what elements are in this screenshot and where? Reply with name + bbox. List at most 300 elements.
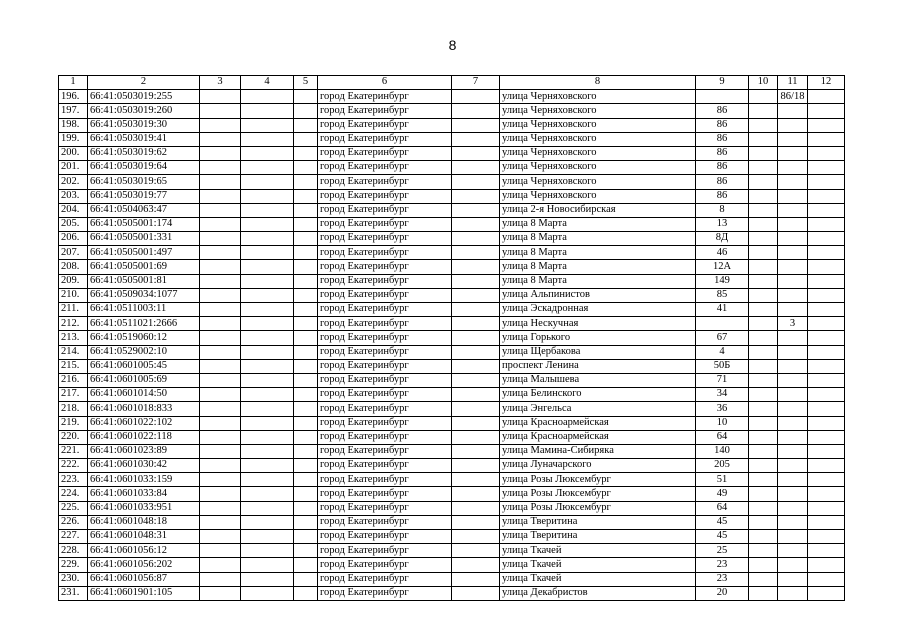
column-header: 9 [696,76,749,90]
empty-cell [241,501,294,515]
empty-cell [200,487,241,501]
empty-cell [808,189,845,203]
empty-cell [808,388,845,402]
column-header: 1 [59,76,88,90]
house-number-cell: 34 [696,388,749,402]
house-number-cell: 25 [696,544,749,558]
column-10-cell [749,203,778,217]
empty-cell [452,146,500,160]
empty-cell [808,402,845,416]
column-10-cell [749,430,778,444]
column-11-cell [778,388,808,402]
cadastral-number-cell: 66:41:0601022:118 [88,430,200,444]
city-cell: город Екатеринбург [318,586,452,600]
table-body [59,90,845,601]
empty-cell [200,288,241,302]
empty-cell [200,444,241,458]
page-number: 8 [448,37,457,53]
column-10-cell [749,359,778,373]
city-cell: город Екатеринбург [318,416,452,430]
empty-cell [294,586,318,600]
column-10-cell [749,586,778,600]
table-row [59,572,845,586]
column-10-cell [749,217,778,231]
table-row [59,515,845,529]
cadastral-number-cell: 66:41:0601018:833 [88,402,200,416]
empty-cell [200,317,241,331]
house-number-cell: 140 [696,444,749,458]
empty-cell [200,402,241,416]
empty-cell [452,430,500,444]
empty-cell [808,161,845,175]
table-row [59,402,845,416]
empty-cell [200,274,241,288]
house-number-cell: 41 [696,303,749,317]
empty-cell [241,217,294,231]
empty-cell [294,132,318,146]
house-number-cell: 86 [696,189,749,203]
street-cell: улица Красноармейская [500,416,696,430]
column-11-cell [778,586,808,600]
cadastral-number-cell: 66:41:0601005:69 [88,373,200,387]
empty-cell [241,331,294,345]
house-number-cell: 71 [696,373,749,387]
empty-cell [452,345,500,359]
street-cell: улица Ткачей [500,572,696,586]
cadastral-number-cell: 66:41:0503019:30 [88,118,200,132]
column-11-cell [778,203,808,217]
house-number-cell: 86 [696,132,749,146]
row-number-cell: 201. [59,161,88,175]
cadastral-number-cell: 66:41:0601056:202 [88,558,200,572]
house-number-cell [696,317,749,331]
cadastral-number-cell: 66:41:0601033:951 [88,501,200,515]
empty-cell [294,359,318,373]
empty-cell [241,388,294,402]
table-row [59,416,845,430]
empty-cell [200,203,241,217]
empty-cell [808,444,845,458]
column-11-cell [778,373,808,387]
house-number-cell: 23 [696,572,749,586]
cadastral-number-cell: 66:41:0503019:64 [88,161,200,175]
table-row [59,544,845,558]
empty-cell [452,303,500,317]
street-cell: улица 8 Марта [500,217,696,231]
cadastral-number-cell: 66:41:0601048:18 [88,515,200,529]
empty-cell [808,274,845,288]
column-11-cell [778,189,808,203]
house-number-cell: 86 [696,104,749,118]
column-11-cell [778,274,808,288]
city-cell: город Екатеринбург [318,203,452,217]
column-11-cell [778,246,808,260]
column-11-cell [778,501,808,515]
table-row [59,530,845,544]
empty-cell [241,146,294,160]
city-cell: город Екатеринбург [318,487,452,501]
empty-cell [294,572,318,586]
row-number-cell: 219. [59,416,88,430]
empty-cell [294,203,318,217]
street-cell: улица Мамина-Сибиряка [500,444,696,458]
street-cell: улица Белинского [500,388,696,402]
street-cell: улица Черняховского [500,104,696,118]
empty-cell [200,90,241,104]
empty-cell [808,544,845,558]
empty-cell [241,175,294,189]
table-row [59,274,845,288]
empty-cell [200,146,241,160]
city-cell: город Екатеринбург [318,132,452,146]
empty-cell [452,317,500,331]
empty-cell [452,217,500,231]
street-cell: улица 2-я Новосибирская [500,203,696,217]
column-10-cell [749,146,778,160]
empty-cell [452,572,500,586]
city-cell: город Екатеринбург [318,515,452,529]
street-cell: улица Тверитина [500,515,696,529]
empty-cell [294,317,318,331]
empty-cell [808,175,845,189]
city-cell: город Екатеринбург [318,544,452,558]
street-cell: проспект Ленина [500,359,696,373]
row-number-cell: 217. [59,388,88,402]
empty-cell [808,132,845,146]
street-cell: улица 8 Марта [500,260,696,274]
row-number-cell: 206. [59,232,88,246]
empty-cell [808,430,845,444]
empty-cell [294,260,318,274]
column-10-cell [749,373,778,387]
street-cell: улица 8 Марта [500,274,696,288]
row-number-cell: 228. [59,544,88,558]
empty-cell [241,260,294,274]
city-cell: город Екатеринбург [318,232,452,246]
row-number-cell: 200. [59,146,88,160]
empty-cell [808,572,845,586]
column-11-cell [778,473,808,487]
column-header: 5 [294,76,318,90]
empty-cell [200,515,241,529]
row-number-cell: 196. [59,90,88,104]
empty-cell [808,515,845,529]
empty-cell [241,444,294,458]
empty-cell [294,146,318,160]
city-cell: город Екатеринбург [318,359,452,373]
empty-cell [452,515,500,529]
empty-cell [241,132,294,146]
empty-cell [241,274,294,288]
house-number-cell: 86 [696,161,749,175]
street-cell: улица Эскадронная [500,303,696,317]
row-number-cell: 222. [59,459,88,473]
empty-cell [200,558,241,572]
empty-cell [808,118,845,132]
city-cell: город Екатеринбург [318,558,452,572]
empty-cell [294,90,318,104]
empty-cell [808,345,845,359]
empty-cell [241,572,294,586]
empty-cell [808,359,845,373]
empty-cell [452,246,500,260]
empty-cell [452,444,500,458]
table-row [59,90,845,104]
house-number-cell: 64 [696,430,749,444]
empty-cell [452,416,500,430]
column-10-cell [749,132,778,146]
column-11-cell [778,288,808,302]
empty-cell [200,232,241,246]
empty-cell [241,359,294,373]
row-number-cell: 225. [59,501,88,515]
empty-cell [241,487,294,501]
city-cell: город Екатеринбург [318,161,452,175]
street-cell: улица Черняховского [500,118,696,132]
column-10-cell [749,175,778,189]
empty-cell [452,260,500,274]
empty-cell [200,359,241,373]
empty-cell [200,175,241,189]
column-10-cell [749,331,778,345]
empty-cell [808,459,845,473]
house-number-cell: 85 [696,288,749,302]
cadastral-number-cell: 66:41:0529002:10 [88,345,200,359]
city-cell: город Екатеринбург [318,317,452,331]
empty-cell [200,260,241,274]
empty-cell [200,416,241,430]
empty-cell [294,303,318,317]
column-10-cell [749,572,778,586]
table-row [59,487,845,501]
empty-cell [808,530,845,544]
empty-cell [241,544,294,558]
street-cell: улица Черняховского [500,175,696,189]
empty-cell [294,175,318,189]
empty-cell [294,530,318,544]
city-cell: город Екатеринбург [318,373,452,387]
empty-cell [808,203,845,217]
row-number-cell: 215. [59,359,88,373]
cadastral-number-cell: 66:41:0503019:255 [88,90,200,104]
column-header: 2 [88,76,200,90]
table-row [59,118,845,132]
column-10-cell [749,345,778,359]
empty-cell [808,217,845,231]
column-11-cell [778,530,808,544]
city-cell: город Екатеринбург [318,572,452,586]
house-number-cell: 12А [696,260,749,274]
city-cell: город Екатеринбург [318,175,452,189]
cadastral-number-cell: 66:41:0503019:77 [88,189,200,203]
table-row [59,132,845,146]
house-number-cell: 10 [696,416,749,430]
empty-cell [294,189,318,203]
empty-cell [294,544,318,558]
empty-cell [200,303,241,317]
column-10-cell [749,189,778,203]
street-cell: улица Черняховского [500,189,696,203]
empty-cell [200,345,241,359]
empty-cell [200,104,241,118]
street-cell: улица Черняховского [500,132,696,146]
street-cell: улица Энгельса [500,402,696,416]
table-row [59,444,845,458]
empty-cell [200,161,241,175]
empty-cell [452,586,500,600]
house-number-cell: 13 [696,217,749,231]
empty-cell [200,473,241,487]
city-cell: город Екатеринбург [318,345,452,359]
empty-cell [200,544,241,558]
empty-cell [241,104,294,118]
empty-cell [452,331,500,345]
empty-cell [241,317,294,331]
empty-cell [200,118,241,132]
street-cell: улица Розы Люксембург [500,501,696,515]
cadastral-number-cell: 66:41:0509034:1077 [88,288,200,302]
cadastral-number-cell: 66:41:0511021:2666 [88,317,200,331]
cadastral-number-cell: 66:41:0601056:87 [88,572,200,586]
column-11-cell [778,232,808,246]
city-cell: город Екатеринбург [318,530,452,544]
empty-cell [452,118,500,132]
row-number-cell: 230. [59,572,88,586]
street-cell: улица Черняховского [500,90,696,104]
city-cell: город Екатеринбург [318,118,452,132]
column-11-cell [778,217,808,231]
empty-cell [452,161,500,175]
column-11-cell [778,146,808,160]
empty-cell [200,217,241,231]
column-10-cell [749,104,778,118]
city-cell: город Екатеринбург [318,246,452,260]
house-number-cell: 36 [696,402,749,416]
empty-cell [200,501,241,515]
cadastral-number-cell: 66:41:0505001:497 [88,246,200,260]
table-row [59,260,845,274]
empty-cell [241,303,294,317]
row-number-cell: 224. [59,487,88,501]
column-10-cell [749,416,778,430]
column-10-cell [749,402,778,416]
empty-cell [200,586,241,600]
table-row [59,189,845,203]
street-cell: улица Горького [500,331,696,345]
empty-cell [294,444,318,458]
table-row [59,246,845,260]
empty-cell [294,373,318,387]
table-row [59,331,845,345]
column-header: 7 [452,76,500,90]
column-header: 6 [318,76,452,90]
empty-cell [294,345,318,359]
house-number-cell: 8Д [696,232,749,246]
empty-cell [200,246,241,260]
table-header-row [59,76,845,90]
cadastral-number-cell: 66:41:0519060:12 [88,331,200,345]
table-row [59,161,845,175]
row-number-cell: 197. [59,104,88,118]
column-11-cell: 3 [778,317,808,331]
table-row [59,175,845,189]
empty-cell [200,430,241,444]
table-row [59,459,845,473]
column-header: 3 [200,76,241,90]
empty-cell [452,288,500,302]
column-10-cell [749,487,778,501]
empty-cell [452,132,500,146]
empty-cell [200,373,241,387]
house-number-cell: 46 [696,246,749,260]
empty-cell [452,544,500,558]
empty-cell [241,515,294,529]
empty-cell [241,530,294,544]
house-number-cell: 45 [696,515,749,529]
empty-cell [241,90,294,104]
column-11-cell [778,331,808,345]
column-11-cell [778,303,808,317]
cadastral-number-cell: 66:41:0504063:47 [88,203,200,217]
column-11-cell [778,459,808,473]
empty-cell [452,558,500,572]
city-cell: город Екатеринбург [318,274,452,288]
cadastral-number-cell: 66:41:0601901:105 [88,586,200,600]
column-10-cell [749,459,778,473]
table-row [59,232,845,246]
column-10-cell [749,388,778,402]
empty-cell [200,530,241,544]
row-number-cell: 204. [59,203,88,217]
empty-cell [241,473,294,487]
house-number-cell: 67 [696,331,749,345]
empty-cell [452,274,500,288]
city-cell: город Екатеринбург [318,402,452,416]
empty-cell [241,118,294,132]
house-number-cell: 205 [696,459,749,473]
column-11-cell [778,515,808,529]
street-cell: улица Красноармейская [500,430,696,444]
empty-cell [294,473,318,487]
empty-cell [452,501,500,515]
empty-cell [294,487,318,501]
column-10-cell [749,444,778,458]
empty-cell [452,373,500,387]
street-cell: улица Розы Люксембург [500,473,696,487]
city-cell: город Екатеринбург [318,288,452,302]
row-number-cell: 214. [59,345,88,359]
column-11-cell [778,430,808,444]
column-10-cell [749,317,778,331]
column-11-cell [778,260,808,274]
cadastral-number-cell: 66:41:0601005:45 [88,359,200,373]
empty-cell [294,104,318,118]
empty-cell [452,175,500,189]
empty-cell [241,161,294,175]
column-10-cell [749,288,778,302]
empty-cell [241,586,294,600]
table-row [59,586,845,600]
row-number-cell: 211. [59,303,88,317]
empty-cell [294,459,318,473]
house-number-cell: 86 [696,118,749,132]
column-10-cell [749,473,778,487]
empty-cell [200,388,241,402]
city-cell: город Екатеринбург [318,104,452,118]
row-number-cell: 202. [59,175,88,189]
house-number-cell: 4 [696,345,749,359]
row-number-cell: 203. [59,189,88,203]
